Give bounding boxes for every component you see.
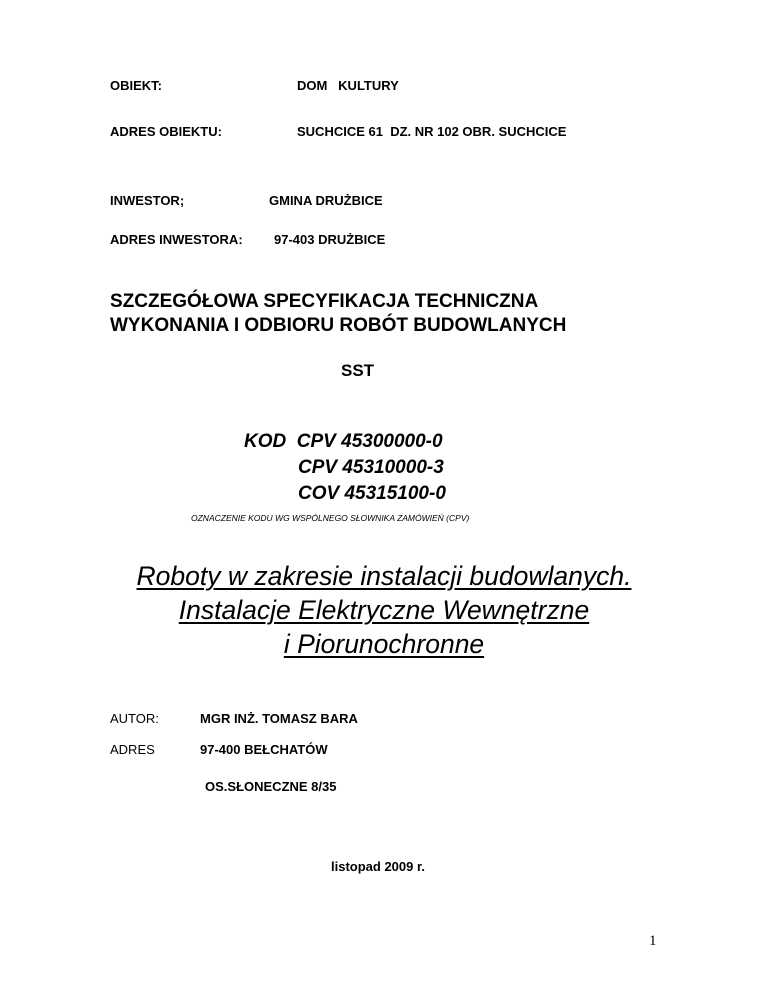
- cpv-code-line3: COV 45315100-0: [298, 483, 446, 504]
- object-address-value: SUCHCICE 61 DZ. NR 102 OBR. SUCHCICE: [297, 124, 567, 139]
- spec-heading-line2: WYKONANIA I ODBIORU ROBÓT BUDOWLANYCH: [110, 315, 567, 336]
- spec-heading-line1: SZCZEGÓŁOWA SPECYFIKACJA TECHNICZNA: [110, 291, 539, 312]
- investor-address-label: ADRES INWESTORA:: [110, 232, 243, 247]
- cpv-code-note: OZNACZENIE KODU WG WSPÓLNEGO SŁOWNIKA ZAMÓWIEŃ (CPV): [191, 513, 470, 523]
- page-number: 1: [649, 933, 657, 949]
- author-label: AUTOR:: [110, 711, 159, 726]
- object-value: DOM KULTURY: [297, 78, 399, 93]
- object-address-label: ADRES OBIEKTU:: [110, 124, 222, 139]
- author-value: MGR INŻ. TOMASZ BARA: [200, 711, 358, 726]
- document-title-line1: Roboty w zakresie instalacji budowlanych.: [136, 561, 632, 591]
- cpv-code-line2: CPV 45310000-3: [298, 457, 444, 478]
- object-label: OBIEKT:: [110, 78, 162, 93]
- spec-abbreviation: SST: [341, 361, 375, 380]
- investor-address-value: 97-403 DRUŻBICE: [274, 232, 386, 247]
- author-address-label: ADRES: [110, 742, 155, 757]
- document-title-line3: i Piorunochronne: [283, 629, 485, 659]
- document-title-line2: Instalacje Elektryczne Wewnętrzne: [178, 595, 590, 625]
- cpv-code-line1: KOD CPV 45300000-0: [244, 431, 443, 452]
- investor-value: GMINA DRUŻBICE: [269, 193, 383, 208]
- document-date: listopad 2009 r.: [331, 859, 425, 874]
- author-address-line2: OS.SŁONECZNE 8/35: [205, 779, 337, 794]
- author-address-line1: 97-400 BEŁCHATÓW: [200, 742, 328, 757]
- investor-label: INWESTOR;: [110, 193, 185, 208]
